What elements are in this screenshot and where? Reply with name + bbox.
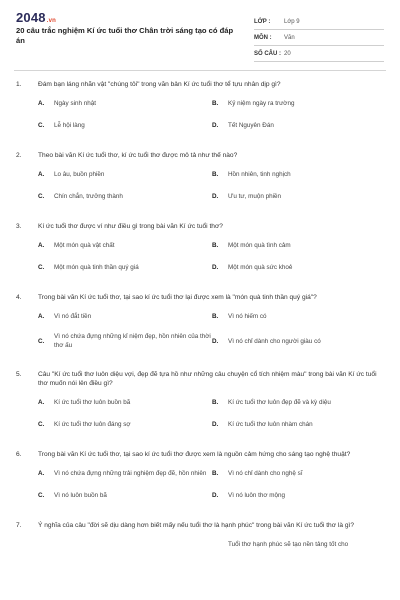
- question-item: [16, 521, 386, 560]
- question-text-row: [16, 450, 386, 459]
- option-text: Ưu tư, muộn phiền: [228, 192, 282, 200]
- option-letter: B.: [212, 398, 219, 406]
- question-text: Trong bài văn Kí ức tuổi thơ, tại sao kí ức tuổi thơ được xem là nguồn cảm hứng cho sáng tạo nghệ thuật?: [38, 451, 351, 458]
- option-letter: A.: [38, 312, 45, 320]
- question-number: 7.: [16, 522, 22, 529]
- answer-option[interactable]: [38, 168, 212, 180]
- meta-key: MÔN :: [254, 34, 272, 41]
- answer-option[interactable]: [212, 261, 386, 273]
- logo-suffix-text: .vn: [46, 18, 57, 24]
- option-letter: C.: [38, 420, 45, 428]
- question-text-row: [16, 521, 386, 530]
- option-text: Kí ức tuổi thơ luôn nhàm chán: [228, 420, 313, 428]
- question-number: 3.: [16, 223, 22, 230]
- meta-value: Lớp 9: [284, 18, 300, 25]
- meta-value: 20: [284, 50, 291, 57]
- answer-option[interactable]: [38, 467, 212, 479]
- option-letter: B.: [212, 170, 219, 178]
- option-text: Vì nó hiếm có: [228, 312, 267, 320]
- option-letter: D.: [212, 263, 219, 271]
- question-item: [16, 222, 386, 283]
- answer-option[interactable]: [38, 396, 212, 408]
- question-list: [16, 80, 386, 570]
- question-text: Trong bài văn Kí ức tuổi thơ, tại sao kí ức tuổi thơ lại được xem là "món quà tinh thần quý giá"?: [38, 294, 317, 301]
- option-letter: D.: [212, 491, 219, 499]
- answer-option[interactable]: [212, 97, 386, 109]
- option-text: Vì nó luôn buồn bã: [54, 491, 107, 499]
- answer-options: [16, 396, 386, 440]
- option-letter: A.: [38, 469, 45, 477]
- answer-option[interactable]: [212, 190, 386, 202]
- question-item: [16, 450, 386, 511]
- answer-option[interactable]: [38, 489, 212, 501]
- question-text-row: [16, 293, 386, 302]
- answer-option[interactable]: [38, 310, 212, 322]
- question-text: Ý nghĩa của câu "đời sẽ dịu dàng hơn biết mấy nếu tuổi thơ là hạnh phúc" trong bài văn Kí ức tuổi thơ là gì?: [38, 522, 354, 529]
- question-text: Kí ức tuổi thơ được ví như điều gì trong bài văn Kí ức tuổi thơ?: [38, 223, 223, 230]
- option-letter: D.: [212, 420, 219, 428]
- option-letter: C.: [38, 263, 45, 271]
- question-text: Theo bài văn Kí ức tuổi thơ, kí ức tuổi thơ được mô tả như thế nào?: [38, 152, 238, 159]
- answer-option[interactable]: [38, 190, 212, 202]
- question-text-row: [16, 80, 386, 89]
- question-item: [16, 151, 386, 212]
- answer-option[interactable]: [38, 119, 212, 131]
- option-text: Tuổi thơ hạnh phúc sẽ tạo nền tảng tốt cho: [228, 540, 349, 548]
- question-number: 2.: [16, 152, 22, 159]
- option-letter: A.: [38, 170, 45, 178]
- option-letter: D.: [212, 192, 219, 200]
- question-item: [16, 370, 386, 440]
- answer-option[interactable]: [212, 332, 386, 350]
- option-text: Kỷ niệm ngày ra trường: [228, 99, 295, 107]
- option-letter: D.: [212, 337, 219, 345]
- option-text: Kí ức tuổi thơ luôn buồn bã: [54, 398, 131, 406]
- answer-option[interactable]: [212, 467, 386, 479]
- question-number: 4.: [16, 294, 22, 301]
- document-meta-table: [254, 14, 384, 62]
- option-letter: B.: [212, 241, 219, 249]
- page-title: 20 câu trắc nghiệm Kí ức tuổi thơ Chân trời sáng tạo có đáp án: [16, 26, 234, 45]
- question-item: [16, 293, 386, 360]
- question-number: 5.: [16, 371, 22, 378]
- option-letter: B.: [212, 312, 219, 320]
- answer-option[interactable]: [212, 396, 386, 408]
- option-text: Lễ hội làng: [54, 121, 85, 129]
- answer-option[interactable]: [212, 168, 386, 180]
- logo-main-text: 2048: [16, 10, 46, 25]
- option-text: Vì nó chỉ dành cho người giàu có: [228, 337, 321, 345]
- answer-option[interactable]: [38, 538, 212, 550]
- option-text: Vì nó luôn thơ mộng: [228, 491, 285, 499]
- answer-options: [16, 310, 386, 360]
- question-text: Đám bạn láng nhãn vật "chúng tôi" trong văn bản Kí ức tuổi thơ tể tựu nhân dịp gì?: [38, 81, 281, 88]
- option-text: Chín chắn, trưởng thành: [54, 192, 123, 200]
- option-text: Kí ức tuổi thơ luôn đẹp đẽ và kỳ diệu: [228, 398, 331, 406]
- option-letter: C.: [38, 121, 45, 129]
- answer-option[interactable]: [38, 239, 212, 251]
- option-text: Hồn nhiên, tinh nghịch: [228, 170, 291, 178]
- option-letter: A.: [38, 398, 45, 406]
- question-text-row: [16, 370, 386, 388]
- site-logo[interactable]: [16, 10, 56, 25]
- header-divider: [14, 70, 386, 71]
- option-text: Một món quà vật chất: [54, 241, 115, 249]
- question-text-row: [16, 222, 386, 231]
- option-text: Vì nó chỉ dành cho nghệ sĩ: [228, 469, 303, 477]
- option-text: Vì nó đắt tiền: [54, 312, 92, 320]
- answer-option[interactable]: [38, 97, 212, 109]
- option-letter: C.: [38, 337, 45, 345]
- question-text: Câu "Kí ức tuổi thơ luôn diệu vợi, đẹp đẽ tựa hồ như những câu chuyện cổ tích nhiệm màu" trong bài văn Kí ức tuổi thơ muốn nói lên điều gì?: [38, 371, 377, 387]
- option-letter: A.: [38, 241, 45, 249]
- option-letter: B.: [212, 99, 219, 107]
- answer-options: [16, 239, 386, 283]
- answer-option[interactable]: [212, 239, 386, 251]
- question-item: [16, 80, 386, 141]
- option-letter: B.: [212, 469, 219, 477]
- answer-option[interactable]: [212, 418, 386, 430]
- answer-option[interactable]: [38, 332, 212, 350]
- answer-option[interactable]: [212, 489, 386, 501]
- option-text: Ngày sinh nhật: [54, 99, 97, 107]
- answer-option[interactable]: [212, 119, 386, 131]
- option-text: Vì nó chứa đựng những kỉ niệm đẹp, hồn nhiên của thời thơ ấu: [54, 333, 211, 349]
- meta-key: SỐ CÂU :: [254, 50, 281, 57]
- option-text: Một món quà tình cảm: [228, 241, 291, 249]
- option-letter: C.: [38, 491, 45, 499]
- answer-option[interactable]: [38, 418, 212, 430]
- meta-value: Văn: [284, 34, 295, 41]
- option-letter: D.: [212, 121, 219, 129]
- question-number: 1.: [16, 81, 22, 88]
- option-letter: C.: [38, 192, 45, 200]
- answer-options: [16, 467, 386, 511]
- answer-option[interactable]: [212, 538, 386, 550]
- option-text: Một món quà sức khoẻ: [228, 263, 293, 271]
- question-number: 6.: [16, 451, 22, 458]
- option-text: Tết Nguyên Đán: [228, 121, 274, 129]
- answer-option[interactable]: [212, 310, 386, 322]
- option-text: Vì nó chứa đựng những trải nghiệm đẹp đẽ, hồn nhiên: [54, 469, 207, 477]
- meta-row-subject: [254, 30, 384, 46]
- meta-key: LỚP :: [254, 18, 271, 25]
- option-text: Một món quà tinh thần quý giá: [54, 263, 139, 271]
- answer-options: [16, 97, 386, 141]
- answer-options: [16, 168, 386, 212]
- meta-row-count: [254, 46, 384, 62]
- meta-row-class: [254, 14, 384, 30]
- option-letter: A.: [38, 99, 45, 107]
- option-text: Kí ức tuổi thơ luôn đáng sợ: [54, 420, 131, 428]
- option-text: Lo âu, buồn phiền: [54, 170, 105, 178]
- question-text-row: [16, 151, 386, 160]
- answer-options: [16, 538, 386, 560]
- answer-option[interactable]: [38, 261, 212, 273]
